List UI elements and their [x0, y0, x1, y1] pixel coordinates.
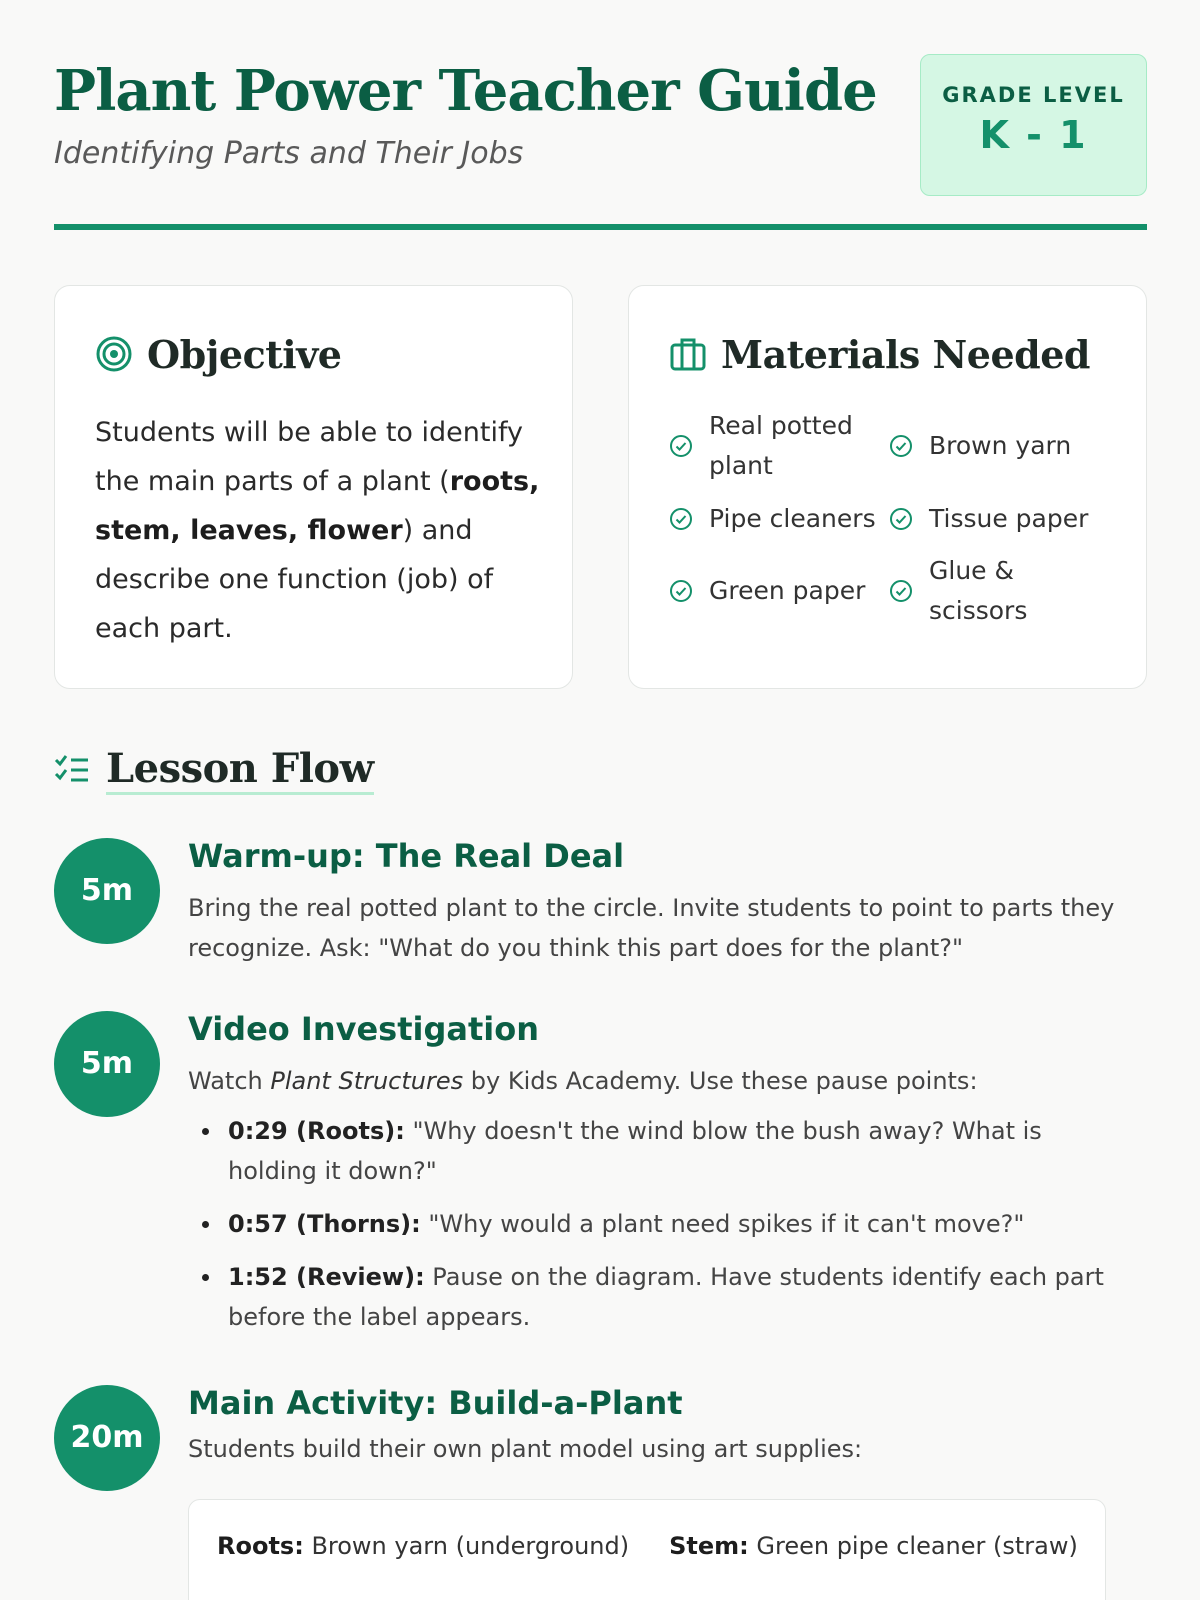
build-parts-box — [188, 1499, 1106, 1600]
material-label: Glue & scissors — [929, 556, 1028, 625]
pause-point — [188, 1111, 1138, 1191]
pause-point — [188, 1257, 1138, 1337]
objective-plant-parts: roots, stem, leaves, flower — [95, 466, 540, 546]
objective-heading: Objective — [147, 331, 342, 377]
material-label: Real potted plant — [709, 411, 853, 480]
step-duration-badge: 5m — [54, 838, 160, 944]
header-divider — [54, 224, 1147, 230]
material-item — [669, 406, 879, 486]
objective-text-start: Students will be able to identify the main parts of a plant ( — [95, 417, 523, 497]
material-label: Green paper — [709, 576, 866, 605]
lesson-flow-heading: Lesson Flow — [106, 746, 374, 795]
step-content — [188, 1381, 1138, 1469]
grade-level-badge — [920, 54, 1147, 196]
grade-level-label: GRADE LEVEL — [942, 83, 1125, 107]
material-item — [669, 571, 865, 611]
material-label: Tissue paper — [929, 504, 1089, 533]
material-item — [889, 551, 1049, 631]
teacher-guide-page — [54, 0, 1147, 1600]
material-item — [889, 499, 1088, 539]
materials-header — [669, 330, 1090, 378]
check-circle-icon — [669, 507, 693, 531]
step-description — [188, 1061, 1138, 1101]
step-title: Warm-up: The Real Deal — [188, 837, 625, 875]
build-part-material: Green pipe cleaner (straw) — [748, 1532, 1078, 1560]
lesson-flow-header — [54, 742, 374, 798]
step-description: Bring the real potted plant to the circle. Invite students to point to parts they recognize. Ask: "What do you think this part does for the plant?" — [188, 894, 1115, 962]
pause-point-time: 0:57 (Thorns): — [228, 1210, 421, 1238]
materials-heading: Materials Needed — [721, 331, 1090, 377]
build-part-name: Stem: — [669, 1532, 749, 1560]
pause-point-text: "Why doesn't the wind blow the bush away? What is holding it down?" — [228, 1117, 1042, 1185]
video-title: Plant Structures — [270, 1067, 464, 1095]
build-part-name: Roots: — [217, 1532, 304, 1560]
build-part — [669, 1526, 1078, 1566]
page-title: Plant Power Teacher Guide — [54, 58, 877, 124]
step-duration-badge: 5m — [54, 1011, 160, 1117]
header — [54, 50, 1147, 230]
step-content — [188, 834, 1138, 968]
pause-point-text: Pause on the diagram. Have students identify each part before the label appears. — [228, 1263, 1104, 1331]
check-circle-icon — [889, 507, 913, 531]
step-description-start: Watch — [188, 1067, 271, 1095]
pause-point-text: "Why would a plant need spikes if it can't move?" — [420, 1210, 1025, 1238]
target-icon — [95, 335, 133, 373]
objective-text — [95, 408, 545, 653]
check-circle-icon — [669, 579, 693, 603]
material-label: Brown yarn — [929, 431, 1072, 460]
check-circle-icon — [889, 434, 913, 458]
grade-level-value: K - 1 — [979, 113, 1088, 157]
material-item — [669, 499, 876, 539]
checklist-icon — [54, 752, 90, 788]
toolbox-icon — [669, 335, 707, 373]
pause-points-list — [188, 1111, 1138, 1337]
build-part — [217, 1526, 629, 1566]
objective-text-end: ) and describe one function (job) of each part. — [95, 515, 494, 644]
step-description-end: by Kids Academy. Use these pause points: — [463, 1067, 978, 1095]
build-part-material: Brown yarn (underground) — [303, 1532, 630, 1560]
material-label: Pipe cleaners — [709, 504, 876, 533]
step-description: Students build their own plant model using art supplies: — [188, 1435, 863, 1463]
material-item — [889, 426, 1071, 466]
materials-card — [628, 285, 1147, 689]
objective-card — [54, 285, 573, 689]
page-subtitle: Identifying Parts and Their Jobs — [54, 136, 524, 171]
step-content — [188, 1007, 1138, 1350]
step-duration-badge: 20m — [54, 1385, 160, 1491]
build-parts-row — [217, 1526, 1118, 1566]
pause-point-time: 0:29 (Roots): — [228, 1117, 405, 1145]
step-title: Main Activity: Build-a-Plant — [188, 1384, 683, 1422]
check-circle-icon — [669, 434, 693, 458]
objective-header — [95, 330, 341, 378]
pause-point — [188, 1204, 1138, 1244]
check-circle-icon — [889, 579, 913, 603]
pause-point-time: 1:52 (Review): — [228, 1263, 425, 1291]
step-title: Video Investigation — [188, 1010, 539, 1048]
